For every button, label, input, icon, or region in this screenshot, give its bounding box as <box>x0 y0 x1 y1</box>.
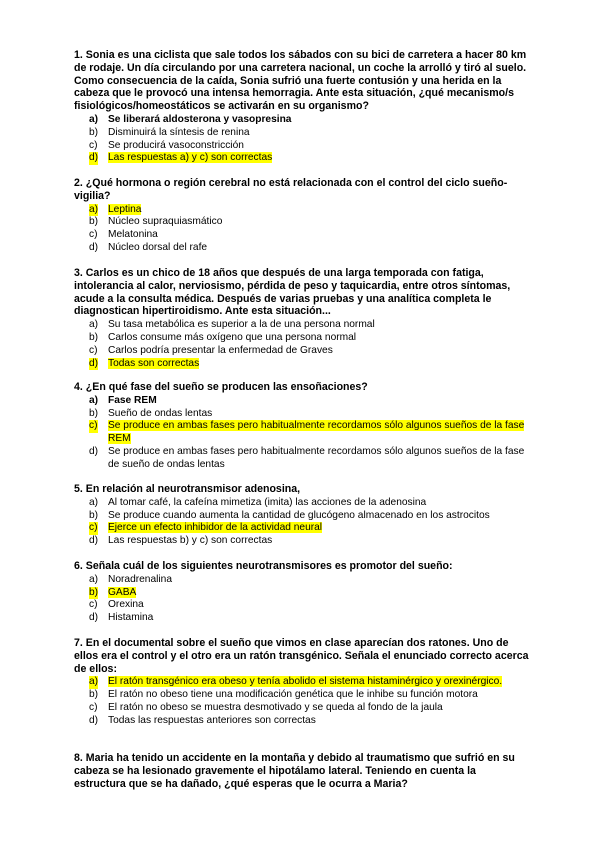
question-4 <box>74 381 529 472</box>
option-b: b) Disminuirá la síntesis de renina <box>89 126 250 138</box>
option-c: c) Carlos podría presentar la enfermedad de Graves <box>89 344 333 356</box>
option-d: d) Se produce en ambas fases pero habitualmente recordamos sólo algunos sueños de la fase de sueño de ondas lentas <box>89 445 525 470</box>
question-text: 4. ¿En qué fase del sueño se producen las ensoñaciones? <box>74 381 368 393</box>
question-text: 8. Maria ha tenido un accidente en la montaña y debido al traumatismo que sufrió en su cabeza se ha lesionado gravemente el hipotálamo lateral. Teniendo en cuenta la estructura que se ha dañado, ¿qué esperas que le ocurra a Maria? <box>74 752 515 790</box>
option-c: c) Se producirá vasoconstricción <box>89 139 244 151</box>
option-d: d) Todas las respuestas anteriores son correctas <box>89 714 316 726</box>
question-3 <box>74 267 529 370</box>
question-text: 6. Señala cuál de los siguientes neurotransmisores es promotor del sueño: <box>74 560 453 572</box>
option-c: c) Orexina <box>89 599 144 611</box>
option-c: c) Melatonina <box>89 229 158 241</box>
option-b: b) El ratón no obeso tiene una modificación genética que le inhibe su función motora <box>89 689 478 701</box>
option-a-highlighted: a) Leptina <box>89 203 142 215</box>
option-list <box>74 574 529 625</box>
option-b: b) Carlos consume más oxígeno que una persona normal <box>89 331 357 343</box>
question-2 <box>74 177 529 255</box>
question-text: 3. Carlos es un chico de 18 años que después de una larga temporada con fatiga, intolerancia al calor, nerviosismo, pérdida de peso y taquicardia, entre otros síntomas, acude a la consulta médica. Después de varias pruebas y una analítica completa le diagnostican hipertiroidismo. Ante esta situación... <box>74 267 511 318</box>
option-c: c) El ratón no obeso se muestra desmotivado y se queda al fondo de la jaula <box>89 701 443 713</box>
option-d: d) Núcleo dorsal del rafe <box>89 241 208 253</box>
option-list <box>74 204 529 255</box>
question-text: 7. En el documental sobre el sueño que vimos en clase aparecían dos ratones. Uno de ellos era el control y el otro era un ratón transgénico. Señala el enunciado correcto acerca de ellos: <box>74 637 529 675</box>
option-a: a) Al tomar café, la cafeína mimetiza (imita) las acciones de la adenosina <box>89 496 427 508</box>
question-5 <box>74 483 529 548</box>
option-a: a) Fase REM <box>89 394 157 406</box>
option-d-highlighted: d) Las respuestas a) y c) son correctas <box>89 152 273 164</box>
option-c-highlighted: c) Ejerce un efecto inhibidor de la actividad neural <box>89 522 323 534</box>
question-6 <box>74 560 529 625</box>
option-d-highlighted: d) Todas son correctas <box>89 357 200 369</box>
option-b: b) Núcleo supraquiasmático <box>89 216 223 228</box>
option-list <box>74 497 529 548</box>
option-b: b) Sueño de ondas lentas <box>89 407 213 419</box>
question-7 <box>74 637 529 728</box>
option-d: d) Las respuestas b) y c) son correctas <box>89 535 273 547</box>
option-list <box>74 114 529 165</box>
option-a-highlighted: a) El ratón transgénico era obeso y tenía abolido el sistema histaminérgico y orexinérgico. <box>89 676 503 688</box>
option-b: b) Se produce cuando aumenta la cantidad de glucógeno almacenado en los astrocitos <box>89 509 490 521</box>
option-list <box>74 676 529 727</box>
option-d: d) Histamina <box>89 612 154 624</box>
question-1 <box>74 49 529 165</box>
option-b-highlighted: b) GABA <box>89 586 137 598</box>
option-list <box>74 319 529 370</box>
option-c-highlighted: c) Se produce en ambas fases pero habitualmente recordamos sólo algunos sueños de la fase REM <box>89 420 525 445</box>
question-text: 1. Sonia es una ciclista que sale todos los sábados con su bici de carretera a hacer 80 km de rodaje. Un día circulando por una carretera nacional, un coche la arrolló y tiró al suelo. Como consecuencia de la caída, Sonia sufrió una fuerte contusión y una herida en la cabeza que le provocó una intensa hemorragia. Ante esta situación, ¿qué mecanismo/s fisiológicos/homeostáticos se activarán en su organismo? <box>74 49 527 113</box>
question-8 <box>74 752 529 791</box>
option-a: a) Noradrenalina <box>89 573 172 585</box>
option-list <box>74 395 529 472</box>
question-text: 5. En relación al neurotransmisor adenosina, <box>74 483 301 495</box>
option-a: a) Se liberará aldosterona y vasopresina <box>89 113 292 125</box>
question-text: 2. ¿Qué hormona o región cerebral no está relacionada con el control del ciclo sueño-vigilia? <box>74 177 508 202</box>
option-a: a) Su tasa metabólica es superior a la de una persona normal <box>89 319 375 331</box>
